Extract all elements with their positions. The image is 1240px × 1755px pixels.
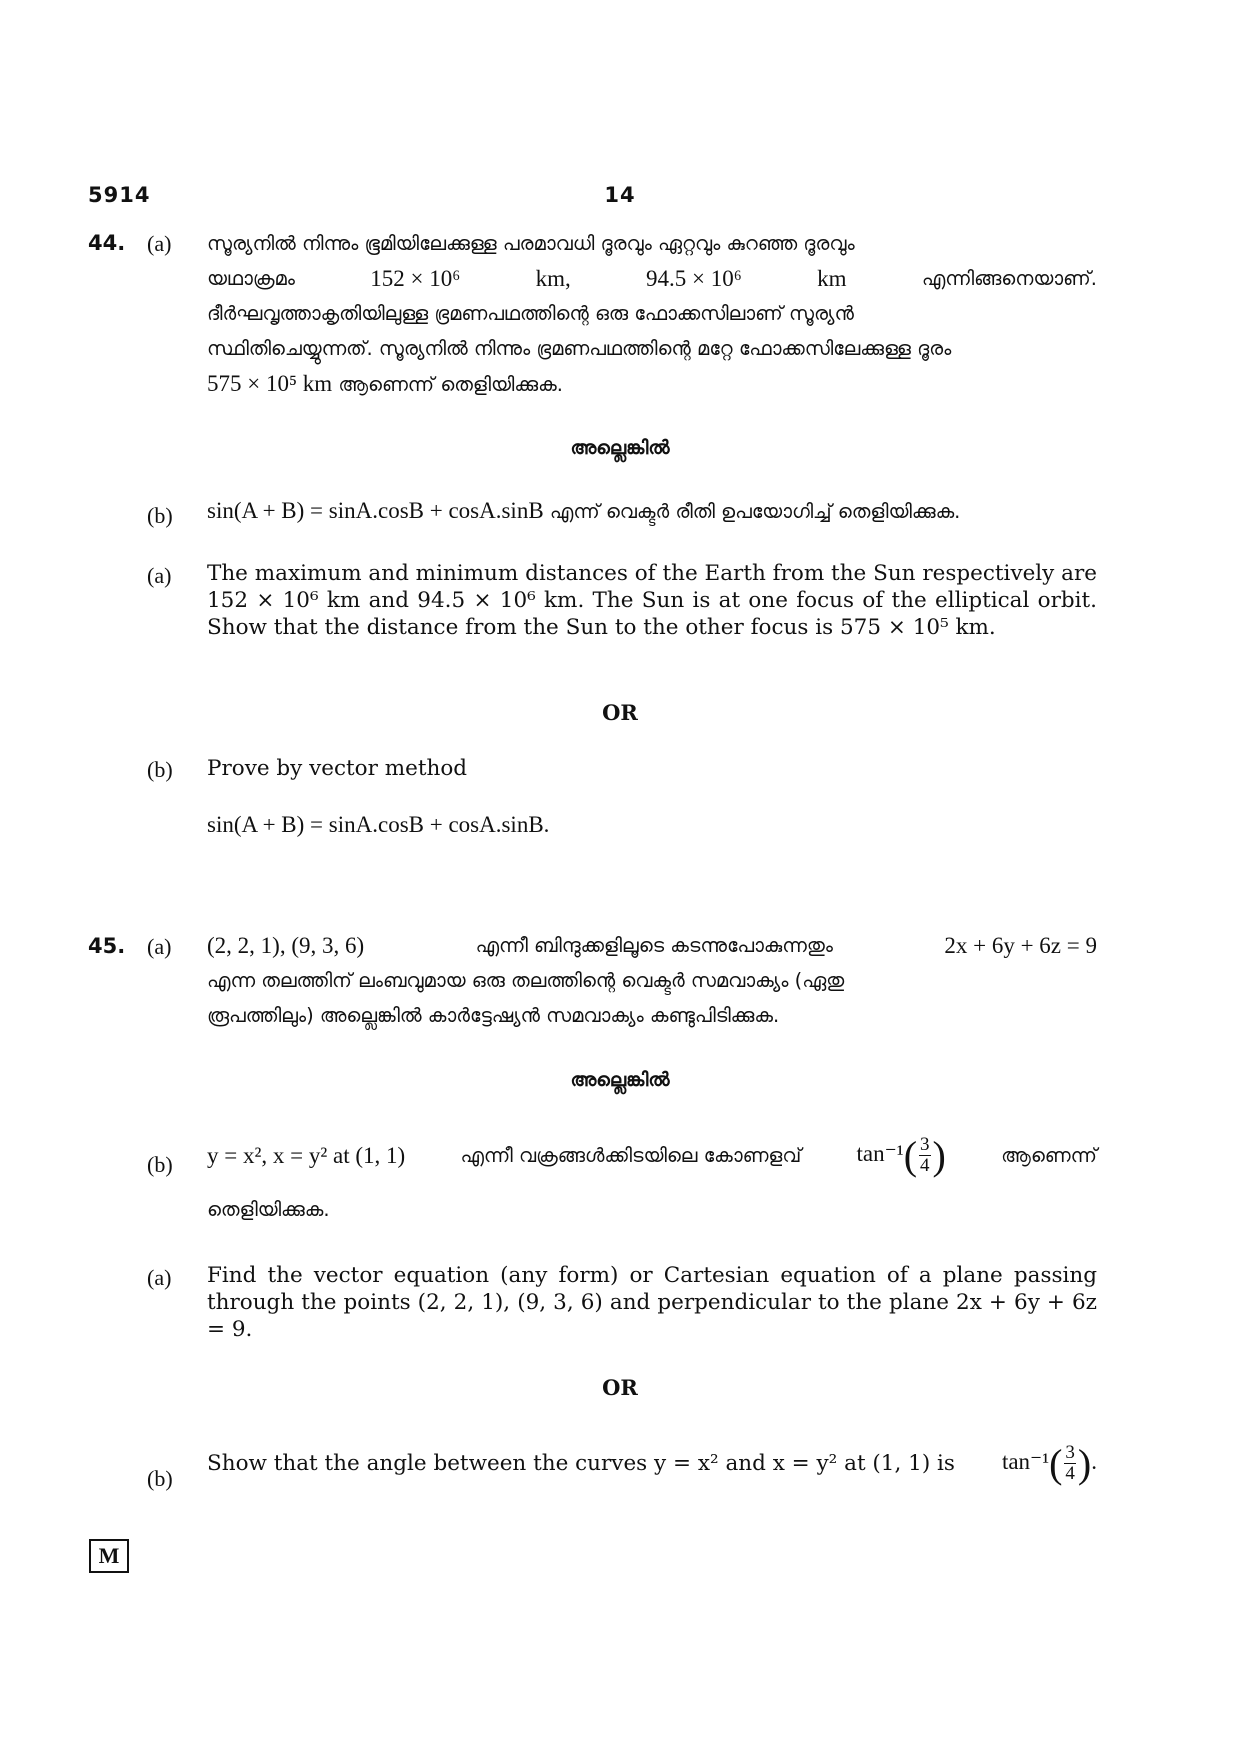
- math-formula: [1002, 1443, 1097, 1484]
- text-line: Show that the angle between the curves y = x² and x = y² at (1, 1) is: [207, 1451, 955, 1476]
- math-value: (2, 2, 1), (9, 3, 6): [207, 933, 365, 958]
- text-word: എന്നീ ബിന്ദുക്കളിലൂടെ കടന്നുപോകുന്നതും: [475, 934, 833, 957]
- fraction-numerator: 3: [920, 1134, 930, 1155]
- math-formula: y = x², x = y² at (1, 1): [207, 1142, 406, 1168]
- math-formula: [857, 1132, 946, 1179]
- option-label: (b): [147, 757, 173, 782]
- option-label: (a): [147, 231, 172, 256]
- option-label: (a): [147, 934, 172, 959]
- medium-mark-box: M: [89, 1539, 129, 1573]
- text-line: എന്ന് വെക്ടർ രീതി ഉപയോഗിച്ച് തെളിയിക്കുക.: [549, 500, 961, 523]
- text-word: എന്നീ വക്രങ്ങൾക്കിടയിലെ കോണളവ്: [460, 1144, 802, 1167]
- fraction-numerator: 3: [1065, 1442, 1075, 1463]
- q44-english-part-b: Prove by vector method: [207, 756, 468, 781]
- q44-english-part-a: The maximum and minimum distances of the Earth from the Sun respectively are 152 × 10⁶ km and 94.5 × 10⁶ km. The Sun is at one focus of the elliptical orbit. Show that the distance from the Sun to the other focus is 575 × 10⁵ km.: [207, 561, 1097, 640]
- tan-inverse: tan⁻¹: [856, 1140, 904, 1166]
- text-word: യഥാക്രമം: [207, 267, 295, 290]
- fraction-denominator: 4: [920, 1155, 930, 1176]
- q45-malayalam-part-b: [207, 1132, 1097, 1179]
- question-number: 44.: [88, 231, 126, 255]
- text-line: സ്ഥിതിചെയ്യുന്നത്. സൂര്യനിൽ നിന്നും ഭ്രമണപഥത്തിന്റെ മറ്റേ ഫോക്കസിലേക്കുള്ള ദൂരം: [207, 337, 952, 360]
- page-number: 14: [604, 183, 636, 207]
- text-word: ആണെന്ന് തെളിയിക്കുക.: [338, 373, 563, 396]
- text-line: [207, 366, 1097, 402]
- question-number: 45.: [88, 934, 126, 958]
- option-label: (b): [147, 1152, 173, 1177]
- option-label: (b): [147, 1466, 173, 1491]
- math-value: 94.5 × 10⁶: [646, 266, 742, 291]
- paren-close: ): [932, 1133, 946, 1178]
- q44-malayalam-part-b: [207, 498, 1097, 524]
- text-line: [207, 261, 1097, 296]
- text-word: എന്നിങ്ങനെയാണ്.: [921, 267, 1097, 290]
- or-separator: OR: [602, 700, 638, 725]
- text-line: രൂപത്തിലും) അല്ലെങ്കിൽ കാർട്ടേഷ്യൻ സമവാക്യം കണ്ടുപിടിക്കുക.: [207, 1004, 780, 1027]
- fraction: [919, 1135, 931, 1176]
- text-line: എന്ന തലത്തിന് ലംബവുമായ ഒരു തലത്തിന്റെ വെക്ടർ സമവാക്യം (ഏതു: [207, 969, 845, 992]
- fraction-denominator: 4: [1065, 1463, 1075, 1484]
- q45-english-part-b: [207, 1443, 1097, 1484]
- paren-open: (: [1049, 1441, 1063, 1486]
- tan-inverse: tan⁻¹: [1001, 1448, 1050, 1474]
- text-word: ആണെന്ന്: [1001, 1144, 1097, 1167]
- unit: km: [817, 266, 847, 291]
- or-separator-malayalam: അല്ലെങ്കിൽ: [570, 437, 670, 459]
- q44-malayalam-part-a: [207, 226, 1097, 402]
- paren-open: (: [903, 1133, 918, 1178]
- option-label: (a): [147, 563, 172, 588]
- text-line: [207, 928, 1097, 963]
- paren-close: ): [1077, 1441, 1092, 1486]
- q45-malayalam-part-a: [207, 928, 1097, 1033]
- text-line: ദീർഘവൃത്താകൃതിയിലുള്ള ഭ്രമണപഥത്തിന്റെ ഒരു ഫോക്കസിലാണ് സൂര്യൻ: [207, 302, 854, 325]
- text-line: തെളിയിക്കുക.: [207, 1198, 330, 1221]
- math-value: 152 × 10⁶: [370, 266, 461, 291]
- period: .: [1091, 1448, 1097, 1474]
- text-line: സൂര്യനിൽ നിന്നും ഭൂമിയിലേക്കുള്ള പരമാവധി ദൂരവും ഏറ്റവും കുറഞ്ഞ ദൂരവും: [207, 232, 855, 255]
- option-label: (b): [147, 503, 173, 528]
- fraction: [1064, 1443, 1076, 1484]
- or-separator: OR: [602, 1375, 638, 1400]
- math-value: 575 × 10⁵ km: [207, 371, 333, 396]
- or-separator-malayalam: അല്ലെങ്കിൽ: [570, 1069, 670, 1091]
- option-label: (a): [147, 1265, 172, 1290]
- math-formula: sin(A + B) = sinA.cosB + cosA.sinB.: [207, 812, 550, 837]
- unit: km,: [535, 266, 571, 291]
- math-formula: 2x + 6y + 6z = 9: [944, 933, 1097, 958]
- paper-code: 5914: [88, 183, 151, 207]
- math-formula: sin(A + B) = sinA.cosB + cosA.sinB: [207, 498, 544, 523]
- q45-english-part-a: Find the vector equation (any form) or Cartesian equation of a plane passing through the points (2, 2, 1), (9, 3, 6) and perpendicular to the plane 2x + 6y + 6z = 9.: [207, 1263, 1097, 1342]
